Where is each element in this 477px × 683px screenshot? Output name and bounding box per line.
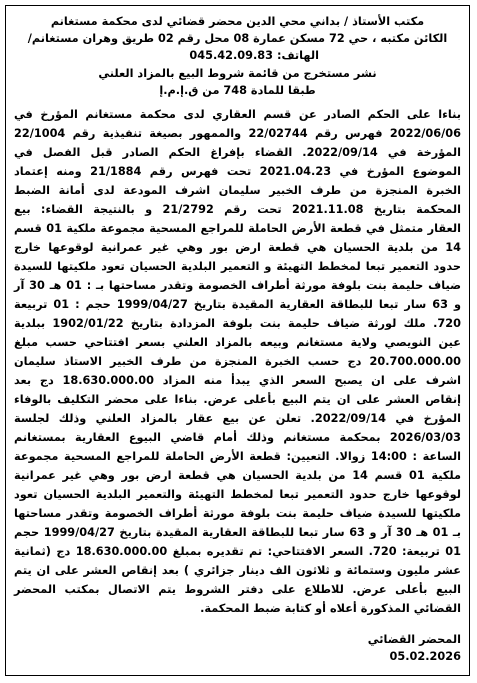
- body-line: و 63 سار تبعا للبطاقة العقارية المقيدة بتاريخ 1999/04/27 حجم : 01 تربيعة: [14, 298, 461, 311]
- body-line: بناءا على الحكم الصادر عن قسم العقاري لدى محكمة مستغانم المؤرخ في: [14, 108, 461, 121]
- announcement-frame: [5, 5, 470, 676]
- body-line: بـ 01 هـ 30 آر و 63 سار تبعا للبطاقة العقارية المقيدة بتاريخ 1999/04/27 حجم: [14, 526, 461, 539]
- body-line: إنقاص العشر على ان يتم البيع بأعلى عرض. بناءا على محضر التكليف بالوفاء: [14, 393, 461, 406]
- body-line: عين النويصي ولاية مستغانم وبيعه بالمزاد العلني بسعر افتتاحي حسب مبلغ: [14, 336, 461, 349]
- body-line: حدود التعمير تبعا لمخطط التهيئة و التعمير البلدية الحسيان تعود ملكيتها للسيدة: [14, 260, 461, 273]
- body-line: 14 من بلدية الحسيان هي قطعة ارض بور وهي غير عمرانية لوقوعها خارج: [14, 241, 461, 254]
- notice-date: 05.02.2026: [389, 650, 461, 663]
- body-line: 720. ملك لورثة ضياف حليمة بنت بلوفة المزدادة بتاريخ 1902/01/22 ببلدية: [14, 317, 461, 330]
- body-line: الموضوع المؤرخ في 2021.04.23 تحت فهرس رقم 21/1884 ومنه إعتماد: [14, 165, 461, 178]
- body-line: 01 تربيعة: 720. السعر الافتتاحي: تم تقديره بمبلغ 18.630.000.00 دج (ثمانية: [14, 545, 462, 558]
- body-line: المحكمة بتاريخ 2021.11.08 تحت رقم 21/2792 و بالنتيجة القضاء: بيع: [14, 203, 461, 216]
- body-line: المؤرخ في 2022/09/14. تعلن عن بيع عقار بالمزاد العلني وذلك لجلسة: [14, 412, 462, 425]
- header-line: طبقا للمادة 748 من ق.إ.م.إ: [159, 84, 316, 97]
- header-line: نشر مستخرج من قائمة شروط البيع بالمزاد العلني: [98, 67, 377, 80]
- body-line: البيع بأعلى عرض. للاطلاع على دفتر الشروط يتم الاتصال بمكتب المحضر: [14, 583, 461, 596]
- header-line: الكائن مكتبه ، حي 72 مسكن عمارة 08 محل رقم 02 طريق وهران مستغانم/: [27, 32, 448, 45]
- body-line: ضياف حليمة بنت بلوفة مورثة أطراف الخصومة وتقدر مساحتها بـ : 01 هـ 30 آر: [14, 279, 462, 292]
- body-line: الخبرة المنجزة من طرف الخبير سليمان اشرف المودعة لدى أمانة الضبط: [14, 184, 461, 197]
- body-line: اشرف على ان يصبح السعر الذي يبدأ منه المزاد 18.630.000.00 دج بعد: [14, 374, 462, 387]
- body-line: لوقوعها خارج حدود التعمير تبعا لمخطط التهيئة والتعمير البلدية الحسيان تعود: [14, 488, 461, 501]
- signature-label: المحضر القضائي: [367, 633, 461, 646]
- body-line: 2022/06/06 فهرس رقم 22/02744 والممهور بصيغة تنفيذية رقم 22/1004: [14, 127, 461, 140]
- body-line: 2026/03/03 بمحكمة مستغانم وذلك أمام قاضي البيوع العقارية بمستغانم: [14, 431, 461, 444]
- body-line: المؤرخة في 2022/09/14. القضاء بإفراغ الحكم الصادر قبل الفصل في: [14, 146, 461, 159]
- body-line: العقار متمثل في قطعة الأرض الحاملة للمراجع المسحية مجموعة ملكية 01 قسم: [14, 222, 461, 235]
- body-line: القضائي المذكورة أعلاه أو كتابة ضبط المحكمة.: [200, 602, 461, 615]
- body-line: ملكية 01 قسم 14 من بلدية الحسيان هي قطعة ارض بور وهي غير عمرانية: [14, 469, 461, 482]
- body-line: عشر مليون وستمائة و ثلاثون الف دينار جزائري ) بعد إنقاص العشر على ان يتم: [14, 564, 461, 577]
- header-line: الهاتف: 045.42.09.83: [189, 49, 319, 62]
- body-line: ملكيتها للسيدة ضياف حليمة بنت بلوفة مورثة أطراف الخصومة وتقدر مساحتها: [14, 507, 461, 520]
- header-line: مكتب الأستاذ / بداني محي الدين محضر قضائي لدى محكمة مستغانم: [50, 15, 425, 28]
- body-line: الساعة : 14:00 زوالا. التعيين: قطعة الأرض الحاملة للمراجع المسحية مجموعة: [14, 450, 461, 463]
- body-line: 20.700.000.00 دج حسب الخبرة المنجزة من طرف الخبير الاستاذ سليمان: [14, 355, 461, 368]
